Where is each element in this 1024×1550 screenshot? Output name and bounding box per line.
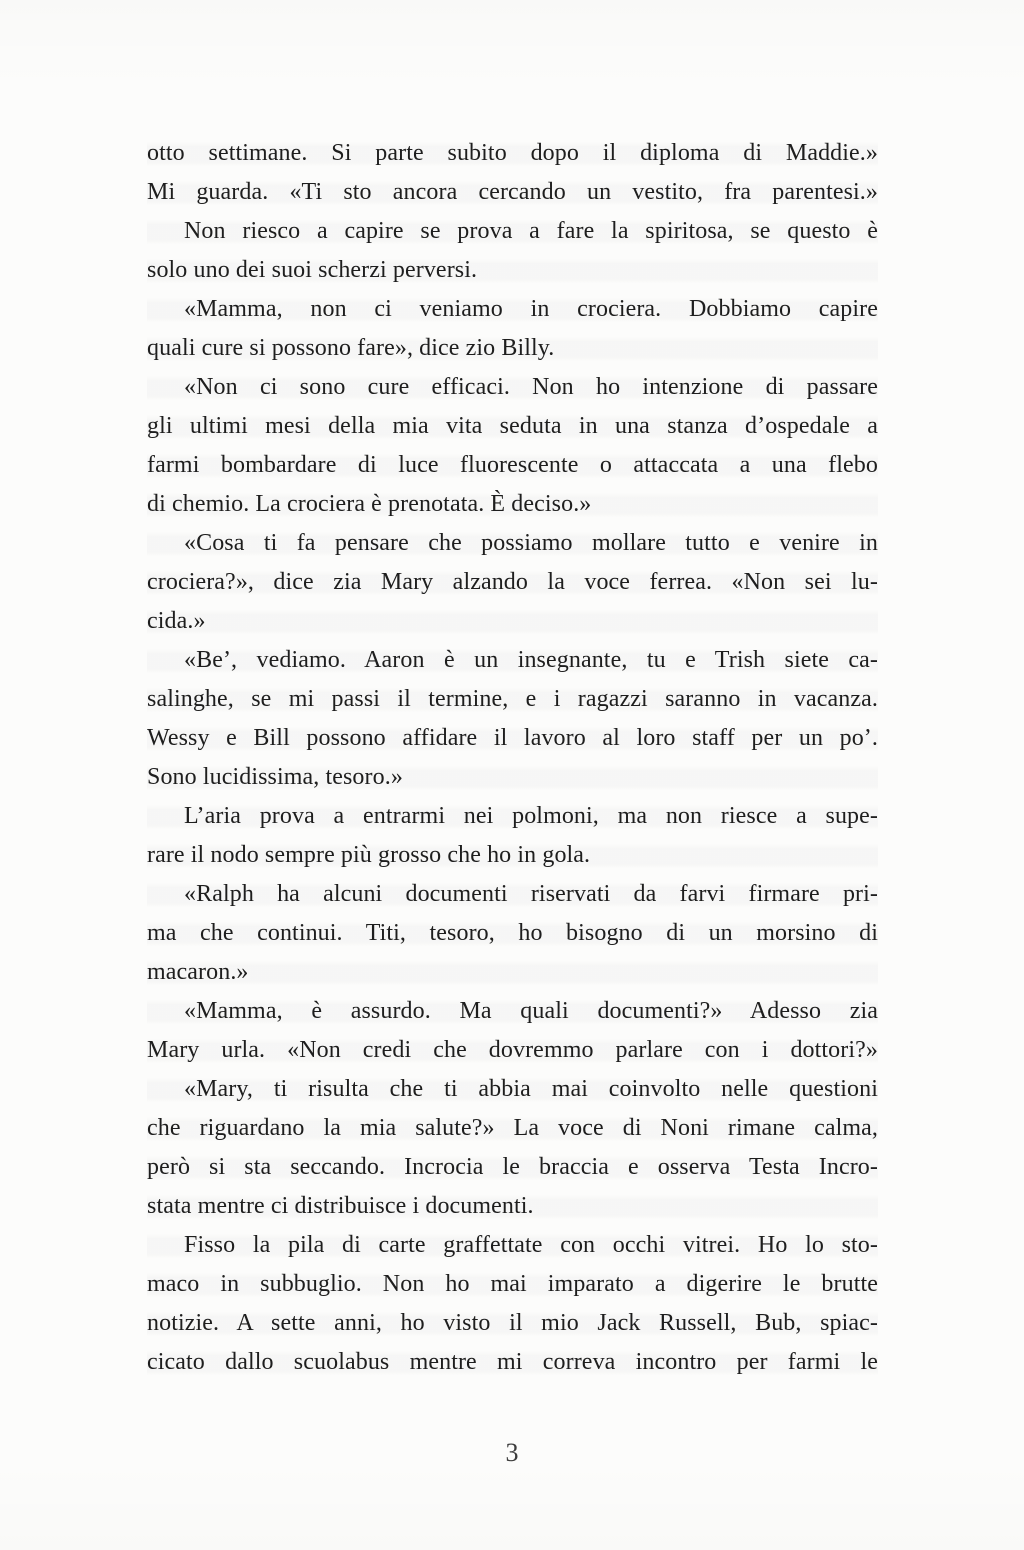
- text-line: cida.»: [147, 602, 878, 641]
- text-line: Sono lucidissima, tesoro.»: [147, 758, 878, 797]
- text-line: macaron.»: [147, 953, 878, 992]
- text-line: «Be’, vediamo. Aaron è un insegnante, tu e Trish siete ca-: [147, 641, 878, 680]
- text-line: salinghe, se mi passi il termine, e i ragazzi saranno in vacanza.: [147, 680, 878, 719]
- text-line: otto settimane. Si parte subito dopo il diploma di Maddie.»: [147, 134, 878, 173]
- text-line: però si sta seccando. Incrocia le braccia e osserva Testa Incro-: [147, 1148, 878, 1187]
- text-line: «Mamma, è assurdo. Ma quali documenti?» Adesso zia: [147, 992, 878, 1031]
- text-line: stata mentre ci distribuisce i documenti.: [147, 1187, 878, 1226]
- text-line: ma che continui. Titi, tesoro, ho bisogno di un morsino di: [147, 914, 878, 953]
- text-line: crociera?», dice zia Mary alzando la voce ferrea. «Non sei lu-: [147, 563, 878, 602]
- text-line: solo uno dei suoi scherzi perversi.: [147, 251, 878, 290]
- text-line: Non riesco a capire se prova a fare la spiritosa, se questo è: [147, 212, 878, 251]
- text-line: Fisso la pila di carte graffettate con occhi vitrei. Ho lo sto-: [147, 1226, 878, 1265]
- text-line: Mi guarda. «Ti sto ancora cercando un vestito, fra parentesi.»: [147, 173, 878, 212]
- text-line: notizie. A sette anni, ho visto il mio Jack Russell, Bub, spiac-: [147, 1304, 878, 1343]
- text-line: maco in subbuglio. Non ho mai imparato a digerire le brutte: [147, 1265, 878, 1304]
- text-line: «Cosa ti fa pensare che possiamo mollare tutto e venire in: [147, 524, 878, 563]
- page-text: [147, 134, 878, 1382]
- text-line: «Mamma, non ci veniamo in crociera. Dobbiamo capire: [147, 290, 878, 329]
- text-line: quali cure si possono fare», dice zio Billy.: [147, 329, 878, 368]
- text-line: «Non ci sono cure efficaci. Non ho intenzione di passare: [147, 368, 878, 407]
- text-line: cicato dallo scuolabus mentre mi correva incontro per farmi le: [147, 1343, 878, 1382]
- text-line: «Mary, ti risulta che ti abbia mai coinvolto nelle questioni: [147, 1070, 878, 1109]
- text-line: Wessy e Bill possono affidare il lavoro al loro staff per un po’.: [147, 719, 878, 758]
- text-line: che riguardano la mia salute?» La voce di Noni rimane calma,: [147, 1109, 878, 1148]
- text-line: farmi bombardare di luce fluorescente o attaccata a una flebo: [147, 446, 878, 485]
- text-line: «Ralph ha alcuni documenti riservati da farvi firmare pri-: [147, 875, 878, 914]
- text-line: gli ultimi mesi della mia vita seduta in una stanza d’ospedale a: [147, 407, 878, 446]
- text-line: Mary urla. «Non credi che dovremmo parlare con i dottori?»: [147, 1031, 878, 1070]
- text-line: rare il nodo sempre più grosso che ho in gola.: [147, 836, 878, 875]
- page-number: 3: [505, 1438, 519, 1467]
- text-line: di chemio. La crociera è prenotata. È deciso.»: [147, 485, 878, 524]
- text-line: L’aria prova a entrarmi nei polmoni, ma non riesce a supe-: [147, 797, 878, 836]
